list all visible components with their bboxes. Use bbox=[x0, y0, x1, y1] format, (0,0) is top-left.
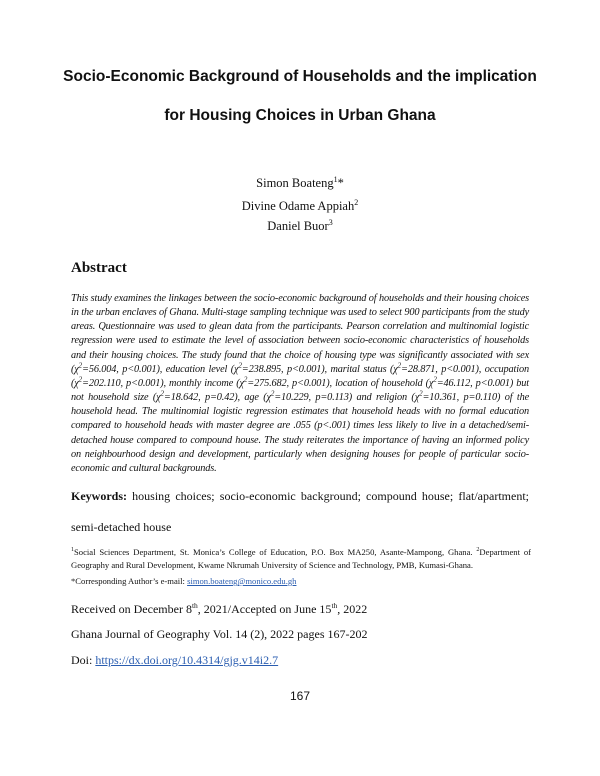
journal-citation: Ghana Journal of Geography Vol. 14 (2), 2022 pages 167-202 bbox=[71, 627, 368, 641]
abstract-body bbox=[71, 292, 529, 476]
abstract-text: This study examines the linkages between the socio-economic background of households and their housing choices in the urban enclaves of Ghana. Multi-stage sampling technique was used to select 900 participants from the study areas. Questionnaire was used to glean data from the participants. Pearson correlation and multinomial logistic regression were used to estimate the level of association between socio-economic characteristics of households and their housing choices. The study found that the choice of housing type was significantly associated with sex (χ bbox=[71, 293, 529, 375]
email-link[interactable]: simon.boateng@monico.edu.gh bbox=[187, 576, 297, 586]
author-name: Divine Odame Appiah bbox=[241, 199, 355, 214]
chi-square-sup: 2 bbox=[270, 389, 275, 398]
abstract-text: =18.642, p=0.42), age (χ bbox=[163, 392, 271, 404]
affil-sup: 2 bbox=[476, 547, 480, 554]
received-text: Received on December 8 bbox=[71, 602, 192, 616]
abstract-text: =238.895, p<0.001), marital status (χ bbox=[241, 363, 398, 375]
author-2 bbox=[0, 198, 600, 214]
chi-square-sup: 2 bbox=[238, 361, 242, 370]
author-affil-sup: 3 bbox=[328, 218, 333, 227]
received-date bbox=[71, 601, 367, 617]
author-name: Simon Boateng bbox=[256, 176, 334, 191]
keywords-label: Keywords: bbox=[71, 489, 127, 503]
paper-title-line-2: for Housing Choices in Urban Ghana bbox=[164, 107, 436, 124]
abstract-text: =10.229, p=0.113) and religion (χ bbox=[274, 392, 420, 404]
doi-link[interactable]: https://dx.doi.org/10.4314/gjg.v14i2.7 bbox=[95, 653, 279, 667]
chi-square-sup: 2 bbox=[160, 389, 164, 398]
corresponding-label: *Corresponding Author’s e-mail: bbox=[71, 576, 188, 586]
doi-label: Doi: bbox=[71, 653, 96, 667]
abstract-text: =46.112, p<0.001) but not household size (χ bbox=[71, 377, 529, 404]
keywords bbox=[71, 481, 529, 543]
abstract-text: =275.682, p<0.001), location of household (χ bbox=[247, 377, 434, 389]
ordinal-sup: th bbox=[331, 601, 338, 610]
received-text: , 2022 bbox=[337, 602, 368, 616]
page-number: 167 bbox=[289, 689, 311, 703]
affil-sup: 1 bbox=[71, 547, 74, 554]
abstract-text: =28.871, p<0.001), occupation (χ bbox=[71, 363, 529, 389]
chi-square-sup: 2 bbox=[433, 375, 437, 384]
chi-square-sup: 2 bbox=[419, 389, 423, 398]
abstract-text: =10.361, p=0.110) of the household head. The multinomial logistic regression estimates that household heads with no formal education compared to household heads with master degree are .055 (p<.001) times less likely to live in a detached/semi-detached house compared to compound house. The study reiterates the importance of having an informed policy on neighbourhood design and development, particularly when designing houses for people of particular socio-economic and cultural backgrounds. bbox=[71, 392, 530, 474]
author-name: Daniel Buor bbox=[267, 219, 329, 234]
affil-text: Social Sciences Department, St. Monica’s College of Education, P.O. Box MA250, Asante-Mampong, Ghana. bbox=[74, 547, 477, 557]
corresponding-mark: * bbox=[337, 176, 344, 191]
author-affil-sup: 2 bbox=[354, 198, 359, 207]
paper-title-line-1: Socio-Economic Background of Households and the implication bbox=[63, 68, 537, 85]
doi-line bbox=[71, 653, 278, 668]
author-1 bbox=[0, 175, 600, 191]
chi-square-sup: 2 bbox=[243, 375, 248, 384]
abstract-text: =202.110, p<0.001), monthly income (χ bbox=[82, 377, 244, 389]
chi-square-sup: 2 bbox=[78, 361, 83, 370]
chi-square-sup: 2 bbox=[397, 361, 402, 370]
keywords-text: housing choices; socio-economic background; compound house; flat/apartment; semi-detached house bbox=[71, 489, 529, 534]
author-affil-sup: 1 bbox=[333, 175, 338, 184]
affil-text: Department of Geography and Rural Development, Kwame Nkrumah University of Science and Technology, PMB, Kumasi-Ghana. bbox=[71, 547, 532, 570]
received-text: , 2021/Accepted on June 15 bbox=[197, 602, 332, 616]
corresponding-author bbox=[71, 576, 531, 586]
abstract-heading: Abstract bbox=[71, 260, 127, 276]
abstract-text: =56.004, p<0.001), education level (χ bbox=[82, 363, 239, 375]
chi-square-sup: 2 bbox=[78, 375, 83, 384]
ordinal-sup: th bbox=[191, 601, 198, 610]
affiliations bbox=[71, 546, 531, 571]
author-3 bbox=[0, 218, 600, 234]
